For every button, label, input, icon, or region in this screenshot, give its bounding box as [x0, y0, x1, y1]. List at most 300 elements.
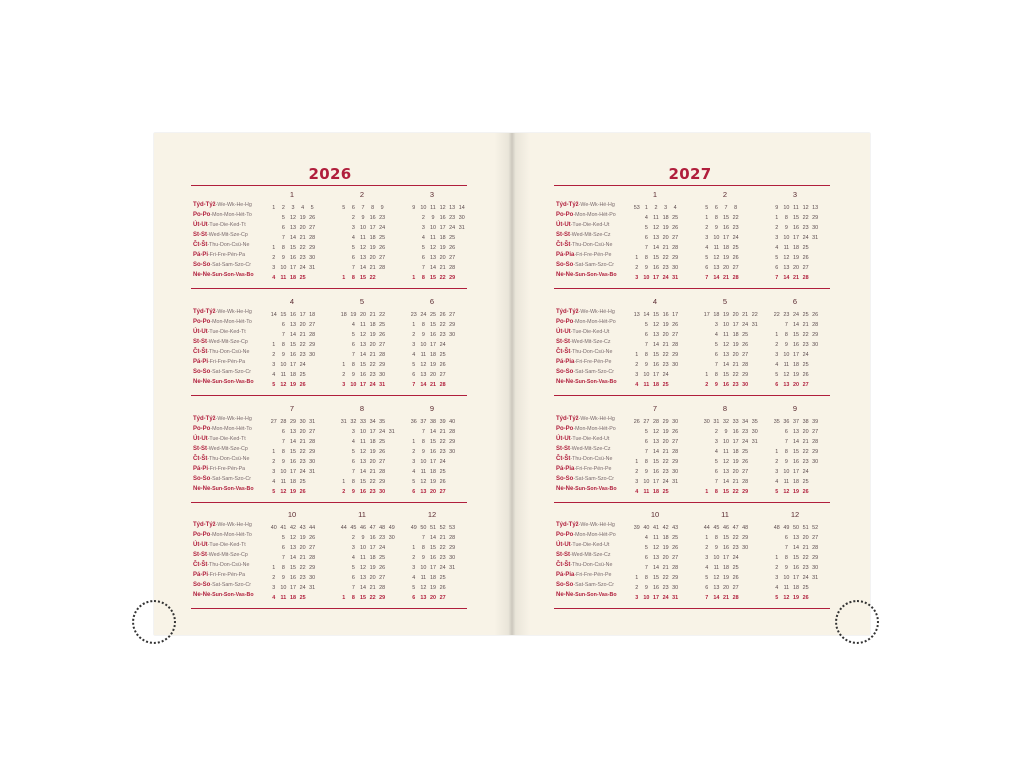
day-cell: 9 — [351, 489, 355, 495]
weekday-label — [193, 270, 265, 280]
page-right — [513, 133, 870, 635]
day-cell: 20 — [299, 429, 306, 435]
day-cell: 14 — [713, 275, 720, 281]
month-number: 8 — [359, 404, 365, 413]
weekday-label-local: Út-Ut — [556, 436, 571, 442]
day-cell: 19 — [732, 459, 739, 465]
day-cell: 16 — [652, 362, 659, 368]
week-number: 49 — [410, 525, 417, 531]
day-cell: 22 — [439, 545, 446, 551]
day-cell: 23 — [449, 215, 456, 221]
week-number: 18 — [309, 312, 316, 318]
day-cell: 23 — [662, 585, 669, 591]
day-cell: 11 — [360, 235, 366, 241]
day-cell: 16 — [289, 255, 296, 261]
weekday-label — [193, 530, 265, 540]
day-cell: 19 — [732, 342, 739, 348]
day-cell: 19 — [792, 595, 799, 601]
day-cell: 31 — [812, 235, 819, 241]
day-cell: 3 — [412, 565, 416, 571]
week-number: 20 — [359, 312, 366, 318]
day-row — [339, 444, 397, 454]
weekday-label — [556, 424, 628, 434]
weekday-labels — [556, 520, 628, 600]
day-cell: 22 — [732, 489, 739, 495]
sunday-row — [702, 484, 760, 494]
day-row — [632, 464, 680, 474]
day-cell: 8 — [644, 459, 648, 465]
day-row — [702, 474, 760, 484]
day-cell: 10 — [713, 235, 720, 241]
day-row — [339, 424, 397, 434]
day-cell: 19 — [722, 255, 729, 261]
week-number: 34 — [369, 419, 376, 425]
day-cell: 10 — [643, 479, 650, 485]
day-cell: 25 — [299, 275, 306, 281]
week-number: 37 — [420, 419, 427, 425]
day-row — [269, 464, 317, 474]
day-cell: 9 — [361, 535, 365, 541]
day-cell: 9 — [421, 555, 425, 561]
day-cell: 17 — [289, 469, 296, 475]
week-number: 46 — [722, 525, 729, 531]
day-cell: 14 — [420, 382, 427, 388]
weekday-label-local: Čt-Št — [193, 242, 208, 248]
weekday-labels — [556, 200, 628, 280]
day-cell: 11 — [643, 382, 650, 388]
day-cell: 3 — [342, 382, 346, 388]
day-cell: 18 — [792, 585, 799, 591]
day-cell: 25 — [299, 595, 306, 601]
day-cell: 23 — [439, 555, 446, 561]
day-cell: 20 — [299, 322, 306, 328]
day-cell: 20 — [429, 489, 436, 495]
day-cell: 26 — [379, 449, 386, 455]
weekday-label — [193, 220, 265, 230]
day-cell: 29 — [812, 215, 819, 221]
day-cell: 15 — [359, 479, 366, 485]
day-cell: 8 — [421, 322, 425, 328]
day-cell: 26 — [299, 382, 306, 388]
week-number: 44 — [703, 525, 710, 531]
weekday-label — [193, 454, 265, 464]
day-cell: 10 — [280, 265, 287, 271]
day-cell: 20 — [732, 352, 739, 358]
day-cell: 2 — [775, 565, 779, 571]
month-grid — [339, 414, 397, 494]
week-number: 29 — [662, 419, 669, 425]
day-cell: 10 — [783, 469, 790, 475]
day-cell: 10 — [783, 575, 790, 581]
weekday-label-local: St-St — [193, 232, 207, 238]
week-number-row — [339, 307, 387, 317]
day-row — [409, 367, 457, 377]
day-cell: 22 — [662, 255, 669, 261]
day-cell: 21 — [802, 322, 809, 328]
weekday-label-local: Po-Po — [193, 532, 211, 538]
day-cell: 28 — [672, 245, 679, 251]
day-row — [339, 530, 397, 540]
day-cell: 4 — [272, 372, 276, 378]
day-cell: 11 — [653, 535, 659, 541]
day-row — [269, 337, 317, 347]
day-cell: 9 — [644, 265, 648, 271]
day-row — [409, 454, 457, 464]
day-cell: 3 — [272, 362, 276, 368]
day-cell: 4 — [412, 575, 416, 581]
week-number: 48 — [773, 525, 780, 531]
day-row — [632, 434, 680, 444]
day-cell: 11 — [783, 585, 790, 591]
week-number-row — [702, 520, 750, 530]
day-row — [772, 444, 820, 454]
day-cell: 26 — [449, 245, 456, 251]
weekday-label — [556, 570, 628, 580]
day-cell: 28 — [672, 449, 679, 455]
day-cell: 13 — [783, 265, 790, 271]
week-number: 3 — [291, 205, 295, 211]
day-cell: 7 — [644, 342, 648, 348]
day-cell: 24 — [662, 372, 669, 378]
day-cell: 11 — [360, 555, 366, 561]
day-cell: 9 — [784, 565, 788, 571]
day-row — [269, 444, 317, 454]
sunday-row — [702, 270, 740, 280]
day-cell: 24 — [662, 479, 669, 485]
day-cell: 24 — [732, 555, 739, 561]
day-cell: 4 — [644, 215, 648, 221]
week-number: 8 — [734, 205, 738, 211]
day-cell: 29 — [379, 479, 386, 485]
weekday-label-local: Ne-Ne — [556, 379, 574, 385]
day-cell: 29 — [812, 449, 819, 455]
day-cell: 24 — [299, 265, 306, 271]
day-cell: 16 — [359, 489, 366, 495]
weekday-label-foreign: -Sun-Son-Vas-Bo — [573, 379, 617, 385]
day-cell: 27 — [672, 235, 679, 241]
weekday-label-foreign: -Fri-Fre-Pén-Pa — [208, 359, 246, 365]
day-cell: 9 — [644, 585, 648, 591]
day-cell: 19 — [429, 362, 436, 368]
weekday-label-foreign: -Fri-Fre-Pén-Pe — [574, 466, 612, 472]
month-number: 7 — [652, 404, 658, 413]
week-number: 52 — [812, 525, 819, 531]
weekday-label — [193, 434, 265, 444]
day-row — [632, 530, 680, 540]
weekday-label — [556, 357, 628, 367]
day-row — [339, 560, 397, 570]
quarter-separator — [554, 608, 830, 609]
day-cell: 21 — [439, 265, 446, 271]
sunday-row — [772, 377, 820, 387]
weekday-label — [193, 414, 265, 424]
day-cell: 20 — [662, 235, 669, 241]
weekday-label-local: Týd-Týž — [193, 522, 216, 528]
day-row — [772, 540, 820, 550]
weekday-labels — [193, 307, 265, 387]
day-cell: 21 — [299, 235, 306, 241]
day-cell: 10 — [783, 235, 790, 241]
day-cell: 24 — [449, 225, 456, 231]
day-cell: 18 — [429, 469, 436, 475]
day-cell: 25 — [379, 555, 386, 561]
month-number: 1 — [652, 190, 658, 199]
week-number-row — [772, 520, 820, 530]
week-number: 52 — [439, 525, 446, 531]
weekday-label-foreign: -Thu-Don-Csü-Ne — [207, 242, 250, 248]
day-cell: 19 — [299, 215, 306, 221]
day-row — [269, 367, 317, 377]
day-row — [269, 570, 317, 580]
week-number: 9 — [412, 205, 416, 211]
day-cell: 12 — [652, 322, 659, 328]
day-cell: 2 — [714, 429, 718, 435]
day-cell: 11 — [713, 565, 720, 571]
day-cell: 1 — [775, 449, 779, 455]
day-cell: 12 — [359, 565, 366, 571]
day-cell: 9 — [361, 215, 365, 221]
day-cell: 18 — [429, 352, 436, 358]
day-row — [702, 317, 760, 327]
day-cell: 6 — [714, 352, 718, 358]
week-number: 6 — [351, 205, 355, 211]
day-cell: 4 — [705, 565, 709, 571]
day-cell: 6 — [412, 372, 416, 378]
weekday-label — [556, 530, 628, 540]
day-cell: 14 — [792, 439, 799, 445]
day-cell: 6 — [351, 255, 355, 261]
day-cell: 26 — [309, 215, 316, 221]
day-cell: 20 — [429, 372, 436, 378]
week-number: 39 — [633, 525, 640, 531]
weekday-label-local: So-So — [193, 369, 211, 375]
day-cell: 12 — [280, 382, 287, 388]
day-cell: 26 — [379, 245, 386, 251]
week-number: 11 — [793, 205, 799, 211]
sunday-row — [772, 270, 820, 280]
day-cell: 8 — [784, 215, 788, 221]
weekday-label-foreign: -Sat-Sam-Szo-Cr — [210, 476, 251, 482]
weekday-label-foreign: -Wed-Mit-Sze-Cp — [207, 446, 248, 452]
day-cell: 22 — [299, 449, 306, 455]
day-cell: 5 — [351, 332, 355, 338]
day-cell: 4 — [272, 275, 276, 281]
sunday-row — [269, 377, 317, 387]
day-cell: 14 — [722, 479, 729, 485]
day-cell: 26 — [379, 565, 386, 571]
day-cell: 14 — [783, 275, 790, 281]
week-number: 31 — [340, 419, 347, 425]
weekday-label-foreign: -We-Wk-He-Hg — [215, 309, 252, 315]
day-cell: 6 — [351, 459, 355, 465]
day-row — [409, 337, 457, 347]
day-row — [632, 357, 680, 367]
day-cell: 18 — [289, 595, 296, 601]
day-cell: 8 — [421, 439, 425, 445]
day-row — [339, 240, 387, 250]
weekday-label-local: Čt-Št — [193, 562, 208, 568]
day-row — [772, 230, 820, 240]
day-cell: 18 — [439, 235, 446, 241]
day-row — [632, 337, 680, 347]
day-cell: 18 — [289, 275, 296, 281]
weekday-label — [556, 307, 628, 317]
day-cell: 17 — [652, 479, 659, 485]
day-row — [409, 570, 457, 580]
day-cell: 28 — [742, 362, 749, 368]
day-cell: 12 — [783, 372, 790, 378]
month-number: 6 — [429, 297, 435, 306]
day-cell: 25 — [439, 469, 446, 475]
day-cell: 13 — [652, 332, 659, 338]
day-cell: 9 — [281, 352, 285, 358]
day-cell: 14 — [429, 265, 436, 271]
day-row — [632, 327, 680, 337]
day-cell: 29 — [742, 372, 749, 378]
day-cell: 1 — [272, 449, 276, 455]
quarter-block — [554, 506, 830, 609]
day-cell: 8 — [421, 545, 425, 551]
weekday-label-local: Čt-Št — [556, 456, 571, 462]
day-row — [632, 230, 680, 240]
day-cell: 21 — [732, 479, 739, 485]
day-cell: 17 — [439, 225, 446, 231]
weekday-label — [193, 570, 265, 580]
day-cell: 22 — [299, 342, 306, 348]
day-cell: 25 — [672, 535, 679, 541]
day-cell: 28 — [742, 479, 749, 485]
day-cell: 1 — [412, 439, 416, 445]
day-cell: 11 — [280, 595, 287, 601]
day-cell: 16 — [429, 449, 436, 455]
day-cell: 3 — [272, 585, 276, 591]
weekday-label-local: Út-Ut — [193, 436, 208, 442]
day-cell: 8 — [281, 565, 285, 571]
day-row — [632, 317, 680, 327]
day-cell: 3 — [635, 275, 639, 281]
day-row — [339, 367, 387, 377]
day-cell: 22 — [369, 362, 376, 368]
day-row — [772, 464, 820, 474]
dotted-corner-decoration — [835, 600, 879, 644]
day-cell: 7 — [784, 439, 788, 445]
week-number-row — [269, 414, 317, 424]
day-row — [409, 474, 457, 484]
month-grid — [772, 520, 820, 600]
weekday-label-local: Út-Ut — [193, 542, 208, 548]
week-number-row — [269, 307, 317, 317]
weekday-label — [556, 414, 628, 424]
weekday-label — [556, 454, 628, 464]
day-cell: 28 — [812, 439, 819, 445]
day-cell: 9 — [421, 449, 425, 455]
day-row — [772, 454, 820, 464]
week-number: 9 — [380, 205, 384, 211]
day-cell: 3 — [412, 459, 416, 465]
day-cell: 21 — [662, 342, 669, 348]
day-cell: 11 — [713, 245, 720, 251]
day-cell: 7 — [714, 479, 718, 485]
week-number: 7 — [361, 205, 365, 211]
month-grid — [632, 307, 680, 387]
week-number: 49 — [783, 525, 790, 531]
day-cell: 11 — [420, 352, 427, 358]
weekday-label-foreign: -Mon-Mon-Hét-Po — [573, 319, 616, 325]
day-cell: 27 — [742, 469, 749, 475]
day-cell: 5 — [705, 255, 709, 261]
day-cell: 3 — [775, 469, 779, 475]
month-grid — [269, 414, 317, 494]
weekday-label-local: Po-Po — [556, 212, 574, 218]
day-cell: 6 — [351, 342, 355, 348]
day-cell: 27 — [812, 535, 819, 541]
day-row — [409, 230, 467, 240]
day-row — [339, 250, 387, 260]
day-cell: 27 — [732, 265, 739, 271]
year-title: 2026 — [308, 165, 352, 183]
day-cell: 28 — [309, 555, 316, 561]
day-cell: 23 — [732, 225, 739, 231]
week-number: 3 — [664, 205, 668, 211]
day-cell: 12 — [652, 545, 659, 551]
day-cell: 7 — [351, 352, 355, 358]
day-row — [772, 337, 820, 347]
weekday-label-foreign: -Thu-Don-Csü-Ne — [207, 456, 250, 462]
day-cell: 10 — [359, 545, 366, 551]
day-cell: 13 — [713, 585, 720, 591]
day-cell: 21 — [369, 585, 376, 591]
day-cell: 12 — [713, 255, 720, 261]
week-number: 31 — [713, 419, 720, 425]
week-number: 36 — [410, 419, 417, 425]
month-number: 2 — [722, 190, 728, 199]
day-cell: 6 — [644, 235, 648, 241]
weekday-label-local: Pá-Pi — [193, 466, 209, 472]
weekday-label-foreign: -Sun-Son-Vas-Bo — [210, 272, 254, 278]
day-row — [632, 240, 680, 250]
day-cell: 28 — [672, 565, 679, 571]
week-number: 33 — [732, 419, 739, 425]
quarter-block — [554, 400, 830, 503]
weekday-label-foreign: -Sun-Son-Vas-Bo — [573, 592, 617, 598]
day-cell: 5 — [775, 489, 779, 495]
week-number: 30 — [672, 419, 679, 425]
week-number: 7 — [724, 205, 728, 211]
weekday-label — [193, 560, 265, 570]
day-cell: 21 — [369, 469, 376, 475]
day-cell: 8 — [351, 275, 355, 281]
day-cell: 20 — [662, 439, 669, 445]
day-cell: 17 — [359, 382, 366, 388]
day-cell: 2 — [635, 585, 639, 591]
weekday-label-local: Ne-Ne — [193, 486, 211, 492]
day-cell: 22 — [662, 352, 669, 358]
day-cell: 14 — [289, 332, 296, 338]
day-cell: 26 — [732, 255, 739, 261]
day-row — [409, 580, 457, 590]
day-row — [269, 220, 317, 230]
weekday-label — [556, 240, 628, 250]
weekday-label — [193, 484, 265, 494]
weekday-label-foreign: -Tue-Die-Ked-Tt — [207, 222, 246, 228]
weekday-label — [193, 590, 265, 600]
day-cell: 27 — [439, 595, 446, 601]
day-row — [339, 474, 397, 484]
day-cell: 4 — [351, 555, 355, 561]
day-cell: 4 — [714, 449, 718, 455]
weekday-label — [193, 377, 265, 387]
day-row — [339, 220, 387, 230]
